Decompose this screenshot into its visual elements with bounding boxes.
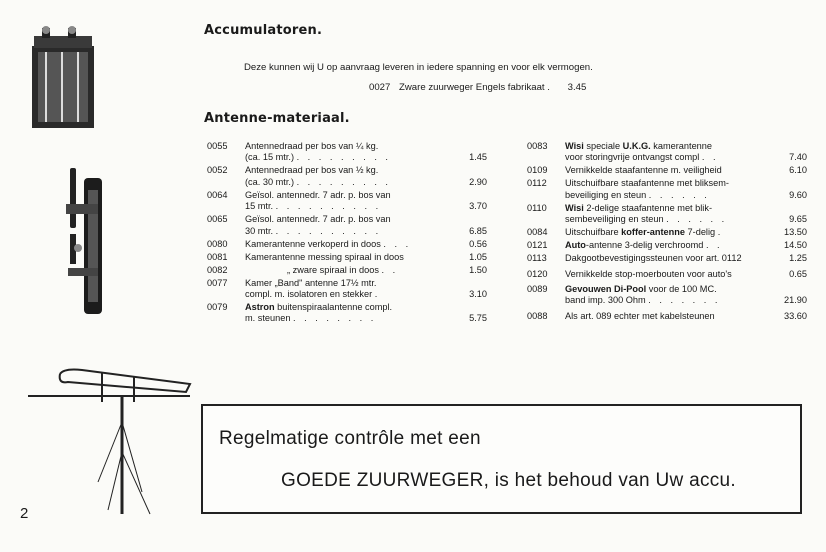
item-desc: Zware zuurweger Engels fabrikaat — [399, 82, 545, 93]
list-item: 0081 Kamerantenne messing spiraal in doos 1.05 — [207, 251, 487, 262]
list-item: 0077 Kamer „Band" antenne 17½ mtr. compl. m. isolatoren en stekker . 3.10 — [207, 277, 487, 300]
list-item: 0121 Auto-antenne 3-delig verchroomd . . 14.50 — [527, 240, 807, 251]
antenna-list-left — [207, 141, 487, 326]
accumulator-item: 0027 Zware zuurweger Engels fabrikaat . 3.45 — [369, 82, 587, 93]
list-item: 0083 Wisi speciale U.K.G. kamerantenne voor storingvrije ontvangst compl . . 7.40 — [527, 141, 807, 163]
page-number: 2 — [20, 505, 29, 522]
list-item: 0065 Geïsol. antennedr. 7 adr. p. bos van 30 mtr. . . . . . . . . . . 6.85 — [207, 214, 487, 236]
dipole-antenna-illustration — [22, 362, 200, 520]
list-item: 0089 Gevouwen Di-Pool voor de 100 MC. band imp. 300 Ohm . . . . . . . 21.90 — [527, 284, 807, 306]
accumulator-illustration — [24, 26, 104, 132]
list-item: 0055 Antennedraad per bos van ¼ kg. (ca. 15 mtr.) . . . . . . . . . 1.45 — [207, 141, 487, 163]
advert-banner — [201, 404, 802, 514]
list-item: 0052 Antennedraad per bos van ½ kg. (ca. 30 mtr.) . . . . . . . . . 2.90 — [207, 165, 487, 187]
list-item: 0088 Als art. 089 echter met kabelsteunen 33.60 — [527, 310, 807, 321]
antenna-list-right — [527, 141, 807, 324]
list-item: 0112 Uitschuifbare staafantenne met bliksem- beveiliging en steun . . . . . . 9.60 — [527, 178, 807, 200]
list-item: 0080 Kamerantenne verkoperd in doos . . . 0.56 — [207, 238, 487, 249]
section-title-accumulatoren: Accumulatoren. — [204, 23, 323, 38]
item-code: 0027 — [369, 82, 391, 93]
accumulator-intro: Deze kunnen wij U op aanvraag leveren in iedere spanning en voor elk vermogen. — [244, 62, 593, 73]
list-item: 0120 Vernikkelde stop-moerbouten voor auto's 0.65 — [527, 268, 807, 279]
list-item: 0082 „ zware spiraal in doos . . 1.50 — [207, 264, 487, 275]
list-item: 0110 Wisi 2-delige staafantenne met blik- sembeveiliging en steun . . . . . . 9.65 — [527, 202, 807, 225]
list-item: 0079 Astron buitenspiraalantenne compl. m. steunen . . . . . . . . 5.75 — [207, 302, 487, 324]
list-item: 0113 Dakgootbevestigingssteunen voor art. 0112 1.25 — [527, 253, 807, 264]
list-item: 0084 Uitschuifbare koffer-antenne 7-delig . 13.50 — [527, 227, 807, 238]
list-item: 0064 Geïsol. antennedr. 7 adr. p. bos van 15 mtr. . . . . . . . . . . 3.70 — [207, 189, 487, 212]
item-price: 3.45 — [567, 82, 587, 93]
section-title-antenne: Antenne-materiaal. — [204, 111, 350, 126]
banner-line-1: Regelmatige contrôle met een — [219, 428, 481, 449]
list-item: 0109 Vernikkelde staafantenne m. veiligheid 6.10 — [527, 165, 807, 176]
banner-line-2: GOEDE ZUURWEGER, is het behoud van Uw accu. — [281, 470, 736, 491]
room-antenna-illustration — [56, 168, 112, 318]
